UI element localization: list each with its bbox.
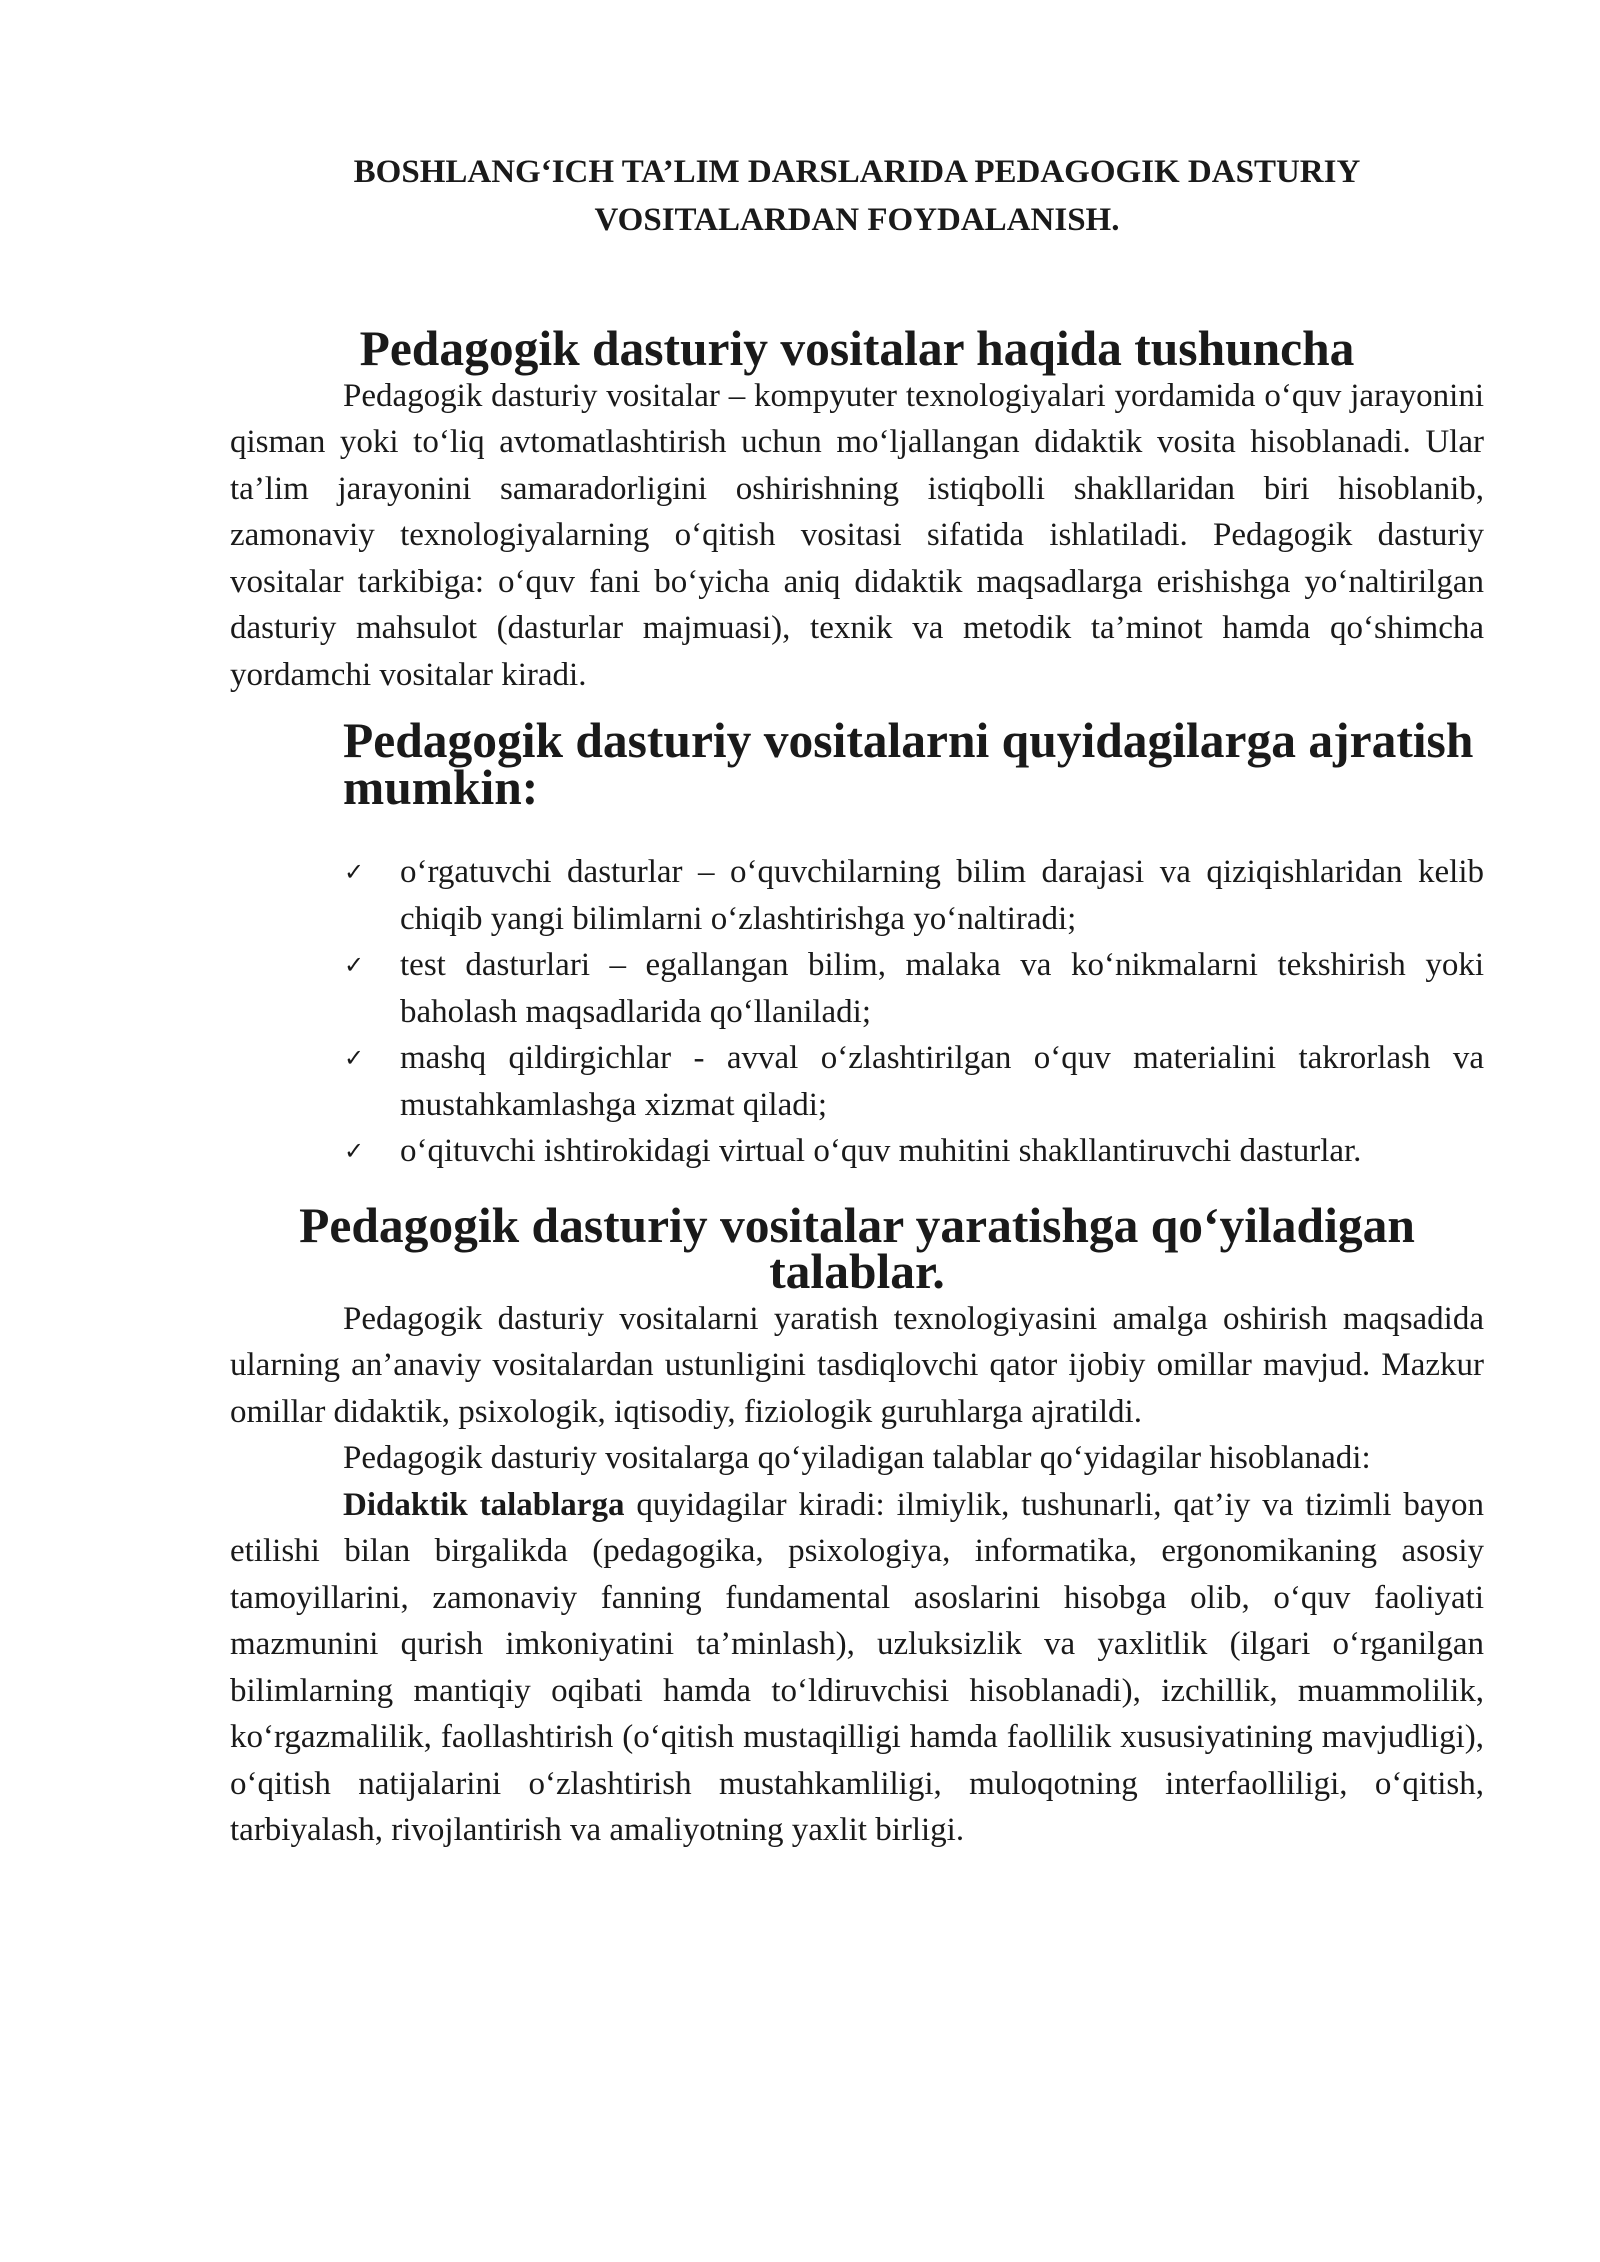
didactic-description: quyidagilar kiradi: ilmiylik, tushunarli, qat’iy va tizimli bayon etilishi bilan birgalikda (pedagogika, psixologiya, informatika, ergonomikaning asosiy tamoyillarini, zamonaviy fanning fundamental asoslarini hisobga olib, o‘quv faoliyati mazmunini qurish imkoniyatini ta’minlash), uzluksizlik va yaxlitlik (ilgari o‘rganilgan bilimlarning mantiqiy oqibati hamda to‘ldiruvchisi hisoblanadi), izchillik, muammolilik, ko‘rgazmalilik, faollashtirish (o‘qitish mustaqilligi hamda faollilik xususiyatining mavjudligi), o‘qitish natijalarini o‘zlashtirish mustahkamliligi, muloqotning interfaolliligi, o‘qitish, tarbiyalash, rivojlantirish va amaliyotning yaxlit birligi. xyxy=(230,1486,1484,1848)
checkmark-icon: ✓ xyxy=(344,951,365,979)
paragraph-definition: Pedagogik dasturiy vositalar – kompyuter texnologiyalari yordamida o‘quv jarayonini qisman yoki to‘liq avtomatlashtirish uchun mo‘ljallangan didaktik vosita hisoblanadi. Ular ta’lim jarayonini samaradorligini oshirishning istiqbolli shakllaridan biri hisoblanib, zamonaviy texnologiyalarning o‘qitish vositasi sifatida ishlatiladi. Pedagogik dasturiy vositalar tarkibiga: o‘quv fani bo‘yicha aniq didaktik maqsadlarga erishishga yo‘naltirilgan dasturiy mahsulot (dasturlar majmuasi), texnik va metodik ta’minot hamda qo‘shimcha yordamchi vositalar kiradi. xyxy=(230,377,1484,693)
list-item xyxy=(344,849,1484,942)
checkmark-icon: ✓ xyxy=(344,1137,365,1165)
list-item xyxy=(344,1035,1484,1128)
checkmark-icon: ✓ xyxy=(344,1044,365,1072)
paragraph-didactic-requirements xyxy=(230,1482,1484,1854)
paragraph-factors: Pedagogik dasturiy vositalarni yaratish texnologiyasini amalga oshirish maqsadida ularning an’anaviy vositalardan ustunligini tasdiqlovchi qator ijobiy omillar mavjud. Mazkur omillar didaktik, psixologik, iqtisodiy, fiziologik guruhlarga ajratildi. xyxy=(230,1300,1484,1430)
list-item-text: test dasturlari – egallangan bilim, malaka va ko‘nikmalarni tekshirish yoki baholash maqsadlarida qo‘llaniladi; xyxy=(400,947,1484,1030)
list-item xyxy=(344,942,1484,1035)
document-page xyxy=(230,148,1484,1854)
section-heading-requirements: Pedagogik dasturiy vositalar yaratishga qo‘yiladigan talablar. xyxy=(299,1197,1415,1299)
list-item xyxy=(344,1128,1484,1175)
list-item-text: o‘rgatuvchi dasturlar – o‘quvchilarning bilim darajasi va qiziqishlaridan kelib chiqib yangi bilimlarni o‘zlashtirishga yo‘naltiradi; xyxy=(400,854,1484,937)
list-item-text: mashq qildirgichlar - avval o‘zlashtirilgan o‘quv materialini takrorlash va mustahkamlashga xizmat qiladi; xyxy=(400,1040,1484,1123)
section-heading-types: Pedagogik dasturiy vositalarni quyidagilarga ajratish mumkin: xyxy=(343,713,1474,815)
types-list xyxy=(230,849,1484,1175)
paragraph-requirements-intro: Pedagogik dasturiy vositalarga qo‘yiladigan talablar qo‘yidagilar hisoblanadi: xyxy=(343,1440,1371,1476)
title-line-2: VOSITALARDAN FOYDALANISH. xyxy=(594,202,1120,238)
document-title xyxy=(230,148,1484,244)
title-line-1: BOSHLANG‘ICH TA’LIM DARSLARIDA PEDAGOGIK DASTURIY xyxy=(353,154,1361,190)
section-heading-concept: Pedagogik dasturiy vositalar haqida tushuncha xyxy=(359,321,1355,376)
checkmark-icon: ✓ xyxy=(344,858,365,886)
list-item-text: o‘qituvchi ishtirokidagi virtual o‘quv muhitini shakllantiruvchi dasturlar. xyxy=(400,1133,1362,1169)
didactic-term: Didaktik talablarga xyxy=(343,1486,625,1523)
